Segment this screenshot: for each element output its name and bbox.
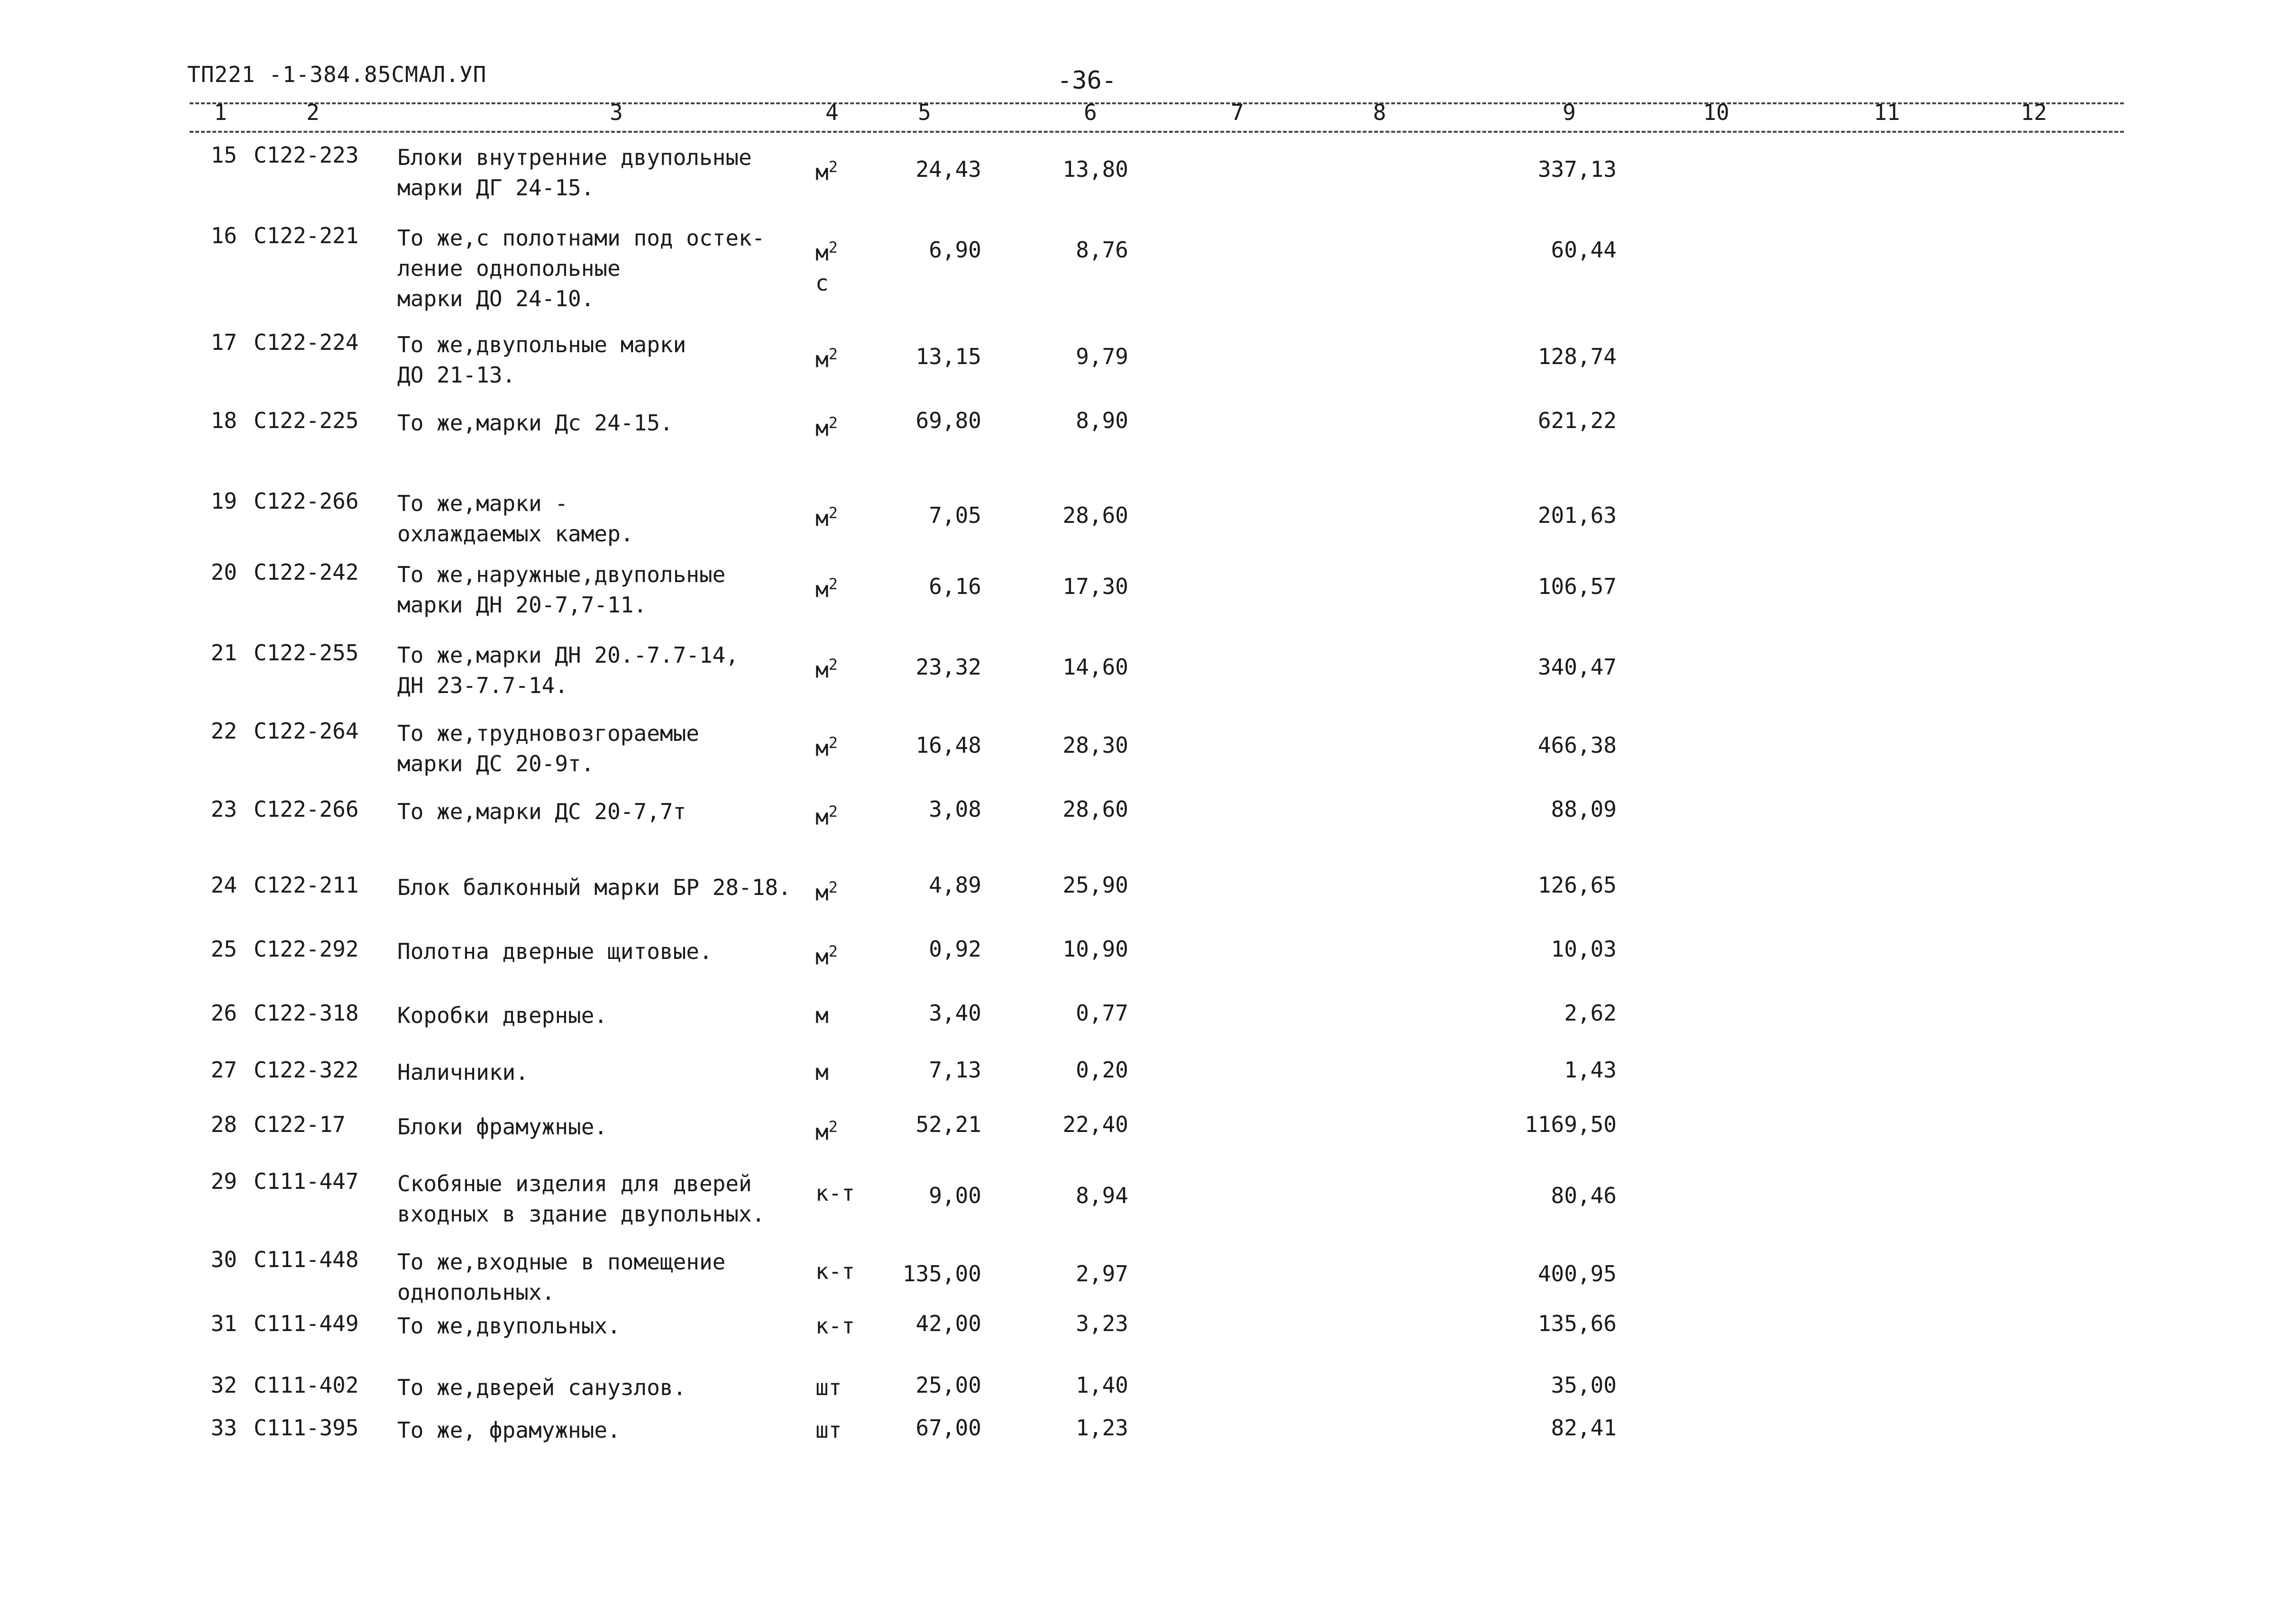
description-line: ДН 23-7.7-14.: [397, 673, 568, 698]
description-line: марки ДС 20-9т.: [397, 751, 595, 776]
column-header: 10: [1703, 100, 1729, 125]
quantity: 67,00: [915, 1415, 981, 1441]
unit-label: м: [815, 944, 829, 970]
quantity: 9,00: [929, 1183, 981, 1208]
unit-of-measure: [815, 936, 872, 972]
total-cost: 400,95: [1537, 1261, 1617, 1286]
unit-label: м: [815, 159, 829, 185]
row-number: 30: [210, 1247, 237, 1272]
unit-exponent: 2: [828, 504, 838, 522]
item-description: [397, 1168, 810, 1229]
total-cost: 10,03: [1551, 936, 1617, 962]
row-number: 17: [210, 329, 237, 355]
unit-exponent: 2: [828, 575, 838, 593]
total-cost: 135,66: [1537, 1311, 1617, 1336]
quantity: 135,00: [902, 1261, 981, 1286]
quantity: 42,00: [915, 1311, 981, 1336]
unit-price: 28,60: [1062, 796, 1128, 822]
unit-label: м: [815, 657, 829, 683]
row-number: 27: [210, 1057, 237, 1083]
unit-of-measure: [815, 152, 872, 187]
row-number: 20: [210, 559, 237, 585]
unit-exponent: 2: [828, 1118, 838, 1136]
total-cost: 466,38: [1537, 732, 1617, 758]
unit-exponent: 2: [828, 803, 838, 821]
unit-exponent: 2: [828, 238, 838, 256]
description-line: ДО 21-13.: [397, 362, 516, 388]
description-line: охлаждаемых камер.: [397, 521, 634, 547]
unit-price: 1,40: [1076, 1372, 1128, 1398]
total-cost: 128,74: [1537, 344, 1617, 369]
unit-price: 9,79: [1076, 344, 1128, 369]
unit-exponent: 2: [828, 656, 838, 674]
unit-price: 22,40: [1062, 1112, 1128, 1137]
item-description: [397, 718, 810, 779]
price-code: С122-223: [254, 142, 359, 168]
item-description: [397, 796, 810, 827]
description-line: То же,с полотнами под остек-: [397, 225, 765, 251]
unit-price: 25,90: [1062, 872, 1128, 898]
unit-price: 8,94: [1076, 1183, 1128, 1208]
item-description: [397, 408, 810, 438]
unit-of-measure: [815, 569, 872, 604]
column-header: 5: [918, 100, 931, 125]
row-number: 25: [210, 936, 237, 962]
total-cost: 60,44: [1551, 237, 1617, 263]
unit-of-measure: [815, 1057, 872, 1087]
description-line: То же,дверей санузлов.: [397, 1375, 686, 1400]
price-code: С122-322: [254, 1057, 359, 1083]
price-code: С122-266: [254, 488, 359, 514]
price-code: С122-266: [254, 796, 359, 822]
item-description: [397, 559, 810, 620]
unit-price: 1,23: [1076, 1415, 1128, 1441]
unit-label: м: [815, 735, 829, 761]
quantity: 3,40: [929, 1000, 981, 1026]
item-description: [397, 1112, 810, 1142]
quantity: 23,32: [915, 654, 981, 680]
total-cost: 2,62: [1564, 1000, 1617, 1026]
description-line: То же,наружные,двупольные: [397, 562, 726, 587]
unit-label: шт: [815, 1375, 842, 1400]
quantity: 7,13: [929, 1057, 981, 1083]
quantity: 24,43: [915, 156, 981, 182]
description-line: однопольных.: [397, 1279, 555, 1305]
unit-label: м: [815, 1003, 829, 1028]
unit-label: м: [815, 505, 829, 531]
row-number: 23: [210, 796, 237, 822]
price-code: С122-292: [254, 936, 359, 962]
unit-label: м: [815, 1119, 829, 1145]
price-code: С122-255: [254, 640, 359, 666]
unit-price: 2,97: [1076, 1261, 1128, 1286]
total-cost: 201,63: [1537, 502, 1617, 528]
unit-of-measure: [815, 872, 872, 908]
description-line: То же,марки Дс 24-15.: [397, 410, 673, 436]
unit-label: шт: [815, 1417, 842, 1443]
price-code: С122-224: [254, 329, 359, 355]
unit-of-measure: [815, 796, 872, 832]
row-number: 19: [210, 488, 237, 514]
unit-label: к-т: [815, 1313, 855, 1339]
description-line: Блок балконный марки БР 28-18.: [397, 875, 791, 900]
total-cost: 80,46: [1551, 1183, 1617, 1208]
description-line: То же,марки ДС 20-7,7т: [397, 799, 686, 824]
unit-of-measure: [815, 1415, 872, 1445]
description-line: То же,марки -: [397, 491, 568, 516]
price-code: С111-448: [254, 1247, 359, 1272]
unit-exponent: 2: [828, 158, 838, 176]
column-header: 7: [1231, 100, 1244, 125]
unit-exponent: 2: [828, 878, 838, 896]
unit-price: 13,80: [1062, 156, 1128, 182]
quantity: 69,80: [915, 408, 981, 433]
column-header: 6: [1084, 100, 1097, 125]
item-description: [397, 1372, 810, 1403]
column-header: 1: [214, 100, 227, 125]
price-code: С111-449: [254, 1311, 359, 1336]
description-line: То же,входные в помещение: [397, 1249, 726, 1275]
quantity: 3,08: [929, 796, 981, 822]
item-description: [397, 1057, 810, 1087]
column-number-row: [0, 100, 2296, 128]
total-cost: 1169,50: [1525, 1112, 1617, 1137]
item-description: [397, 1415, 810, 1445]
description-line: Наличники.: [397, 1059, 529, 1085]
item-description: [397, 1000, 810, 1031]
column-header: 4: [825, 100, 839, 125]
unit-of-measure: [815, 339, 872, 374]
description-line: входных в здание двупольных.: [397, 1201, 765, 1227]
total-cost: 340,47: [1537, 654, 1617, 680]
item-description: [397, 1311, 810, 1341]
description-line: Блоки фрамужные.: [397, 1114, 608, 1140]
unit-of-measure: [815, 1311, 872, 1341]
description-line: То же,марки ДН 20.-7.7-14,: [397, 642, 739, 668]
description-line: Блоки внутренние двупольные: [397, 145, 752, 170]
item-description: [397, 329, 810, 390]
item-description: [397, 936, 810, 967]
unit-exponent: 2: [828, 942, 838, 960]
unit-of-measure: [815, 1178, 872, 1208]
unit-label: к-т: [815, 1259, 855, 1284]
item-description: [397, 488, 810, 549]
description-line: марки ДГ 24-15.: [397, 175, 595, 201]
row-number: 33: [210, 1415, 237, 1441]
document-code: ТП221 -1-384.85СМАЛ.УП: [187, 62, 487, 87]
unit-of-measure: [815, 1256, 872, 1286]
price-code: С111-395: [254, 1415, 359, 1441]
item-description: [397, 223, 810, 314]
unit-price: 10,90: [1062, 936, 1128, 962]
total-cost: 1,43: [1564, 1057, 1617, 1083]
column-header: 2: [306, 100, 320, 125]
unit-of-measure: [815, 728, 872, 763]
price-code: С122-225: [254, 408, 359, 433]
unit-exponent: 2: [828, 414, 838, 432]
quantity: 6,16: [929, 574, 981, 599]
row-number: 32: [210, 1372, 237, 1398]
quantity: 16,48: [915, 732, 981, 758]
unit-price: 3,23: [1076, 1311, 1128, 1336]
unit-price: 17,30: [1062, 574, 1128, 599]
description-line: То же,двупольные марки: [397, 332, 686, 357]
total-cost: 126,65: [1537, 872, 1617, 898]
description-line: ление однопольные: [397, 255, 621, 281]
item-description: [397, 142, 810, 203]
price-code: С122-17: [254, 1112, 346, 1137]
total-cost: 88,09: [1551, 796, 1617, 822]
description-line: марки ДН 20-7,7-11.: [397, 592, 647, 618]
column-header: 8: [1373, 100, 1386, 125]
unit-price: 8,90: [1076, 408, 1128, 433]
price-code: С122-264: [254, 718, 359, 744]
row-number: 26: [210, 1000, 237, 1026]
quantity: 13,15: [915, 344, 981, 369]
quantity: 7,05: [929, 502, 981, 528]
unit-label: м: [815, 415, 829, 441]
unit-label: м: [815, 1059, 829, 1085]
description-line: То же, фрамужные.: [397, 1417, 621, 1443]
unit-exponent: 2: [828, 734, 838, 752]
total-cost: 35,00: [1551, 1372, 1617, 1398]
price-code: С122-211: [254, 872, 359, 898]
row-number: 21: [210, 640, 237, 666]
quantity: 6,90: [929, 237, 981, 263]
price-code: С111-447: [254, 1168, 359, 1194]
price-code: С111-402: [254, 1372, 359, 1398]
unit-price: 28,30: [1062, 732, 1128, 758]
total-cost: 106,57: [1537, 574, 1617, 599]
item-description: [397, 1247, 810, 1307]
row-number: 29: [210, 1168, 237, 1194]
unit-label: к-т: [815, 1180, 855, 1206]
unit-label: м: [815, 576, 829, 602]
total-cost: 337,13: [1537, 156, 1617, 182]
description-line: Скобяные изделия для дверей: [397, 1171, 752, 1196]
item-description: [397, 640, 810, 701]
description-line: Коробки дверные.: [397, 1003, 608, 1028]
row-number: 24: [210, 872, 237, 898]
header-rule-bottom: [190, 131, 2124, 133]
quantity: 0,92: [929, 936, 981, 962]
unit-price: 0,77: [1076, 1000, 1128, 1026]
description-line: То же,двупольных.: [397, 1313, 621, 1339]
unit-price: 14,60: [1062, 654, 1128, 680]
unit-of-measure: [815, 232, 872, 298]
column-header: 9: [1563, 100, 1576, 125]
description-line: марки ДО 24-10.: [397, 286, 595, 311]
unit-label: м: [815, 880, 829, 906]
column-header: 12: [2021, 100, 2047, 125]
column-header: 11: [1874, 100, 1900, 125]
unit-of-measure: [815, 1000, 872, 1031]
unit-price: 0,20: [1076, 1057, 1128, 1083]
unit-label: м: [815, 347, 829, 373]
total-cost: 82,41: [1551, 1415, 1617, 1441]
unit-label: м: [815, 240, 829, 266]
row-number: 22: [210, 718, 237, 744]
quantity: 52,21: [915, 1112, 981, 1137]
price-code: С122-318: [254, 1000, 359, 1026]
unit-exponent: 2: [828, 345, 838, 363]
price-code: С122-221: [254, 223, 359, 248]
unit-of-measure: [815, 408, 872, 443]
unit-price: 8,76: [1076, 237, 1128, 263]
quantity: 4,89: [929, 872, 981, 898]
row-number: 31: [210, 1311, 237, 1336]
total-cost: 621,22: [1537, 408, 1617, 433]
unit-of-measure: [815, 649, 872, 685]
price-code: С122-242: [254, 559, 359, 585]
item-description: [397, 872, 810, 903]
row-number: 16: [210, 223, 237, 248]
quantity: 25,00: [915, 1372, 981, 1398]
unit-label: м: [815, 804, 829, 830]
row-number: 18: [210, 408, 237, 433]
page-number: -36-: [1057, 66, 1117, 95]
column-header: 3: [610, 100, 623, 125]
description-line: То же,трудновозгораемые: [397, 721, 699, 746]
unit-price: 28,60: [1062, 502, 1128, 528]
description-line: Полотна дверные щитовые.: [397, 939, 713, 964]
unit-of-measure: [815, 1112, 872, 1147]
unit-note: с: [815, 270, 829, 296]
unit-of-measure: [815, 498, 872, 533]
row-number: 28: [210, 1112, 237, 1137]
row-number: 15: [210, 142, 237, 168]
unit-of-measure: [815, 1372, 872, 1403]
